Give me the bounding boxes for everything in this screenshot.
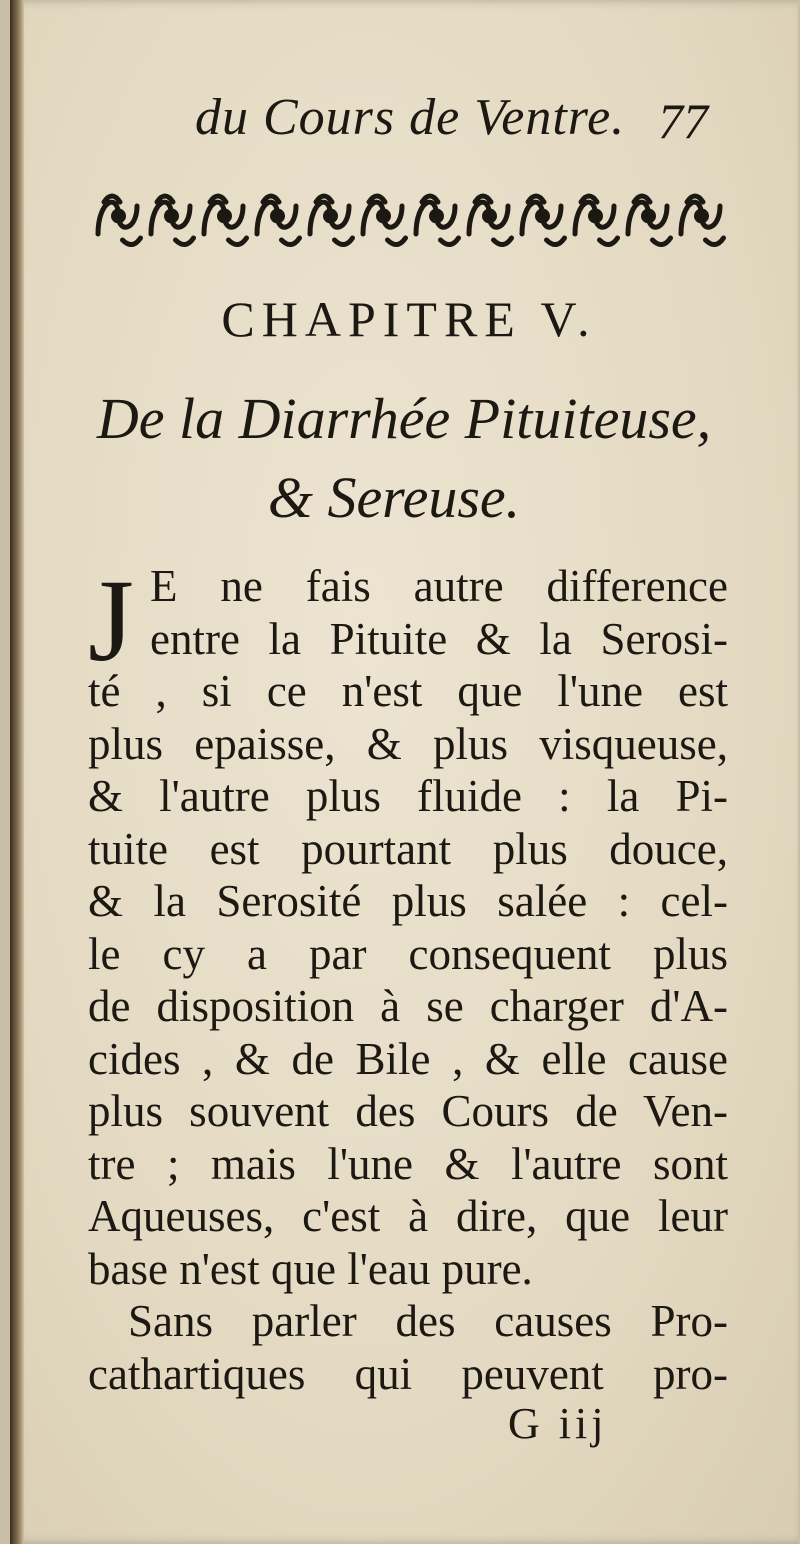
page-number: 77 bbox=[658, 93, 708, 149]
chapter-heading: CHAPITRE V. bbox=[221, 291, 597, 347]
chapter-subtitle-line2: & Sereuse. bbox=[267, 465, 521, 530]
text-line: tuite est pourtant plus douce, bbox=[88, 823, 728, 874]
text-line: base n'est que l'eau pure. bbox=[88, 1243, 533, 1294]
text-line: Sans parler des causes Pro- bbox=[128, 1296, 728, 1346]
text-line: cides , & de Bile , & elle cause bbox=[88, 1033, 728, 1084]
text-line: cathartiques qui peuvent pro- bbox=[88, 1348, 728, 1399]
text-line: plus souvent des Cours de Ven- bbox=[88, 1086, 728, 1136]
text-line: & la Serosité plus salée : cel- bbox=[88, 876, 728, 926]
book-page bbox=[10, 0, 798, 1544]
text-line: plus epaisse, & plus visqueuse, bbox=[88, 718, 728, 769]
text-line: le cy a par consequent plus bbox=[88, 928, 728, 979]
drop-cap: J bbox=[88, 555, 134, 686]
text-line: entre la Pituite & la Serosi- bbox=[150, 613, 728, 664]
body-text bbox=[88, 555, 728, 1400]
catchword-signature: G iij bbox=[508, 1399, 608, 1448]
chapter-subtitle-line1: De la Diarrhée Pituiteuse, bbox=[96, 386, 712, 451]
book-spine-shadow bbox=[10, 0, 24, 1544]
text-line: & l'autre plus fluide : la Pi- bbox=[88, 771, 728, 821]
text-line: Aqueuses, c'est à dire, que leur bbox=[88, 1191, 728, 1241]
text-line: tre ; mais l'une & l'autre sont bbox=[88, 1138, 728, 1189]
text-line: té , si ce n'est que l'une est bbox=[88, 666, 728, 716]
floral-ornament-band bbox=[92, 182, 728, 254]
text-line: de disposition à se charger d'A- bbox=[88, 981, 728, 1031]
running-head: du Cours de Ventre. bbox=[195, 89, 626, 146]
text-line: E ne fais autre difference bbox=[150, 561, 728, 611]
